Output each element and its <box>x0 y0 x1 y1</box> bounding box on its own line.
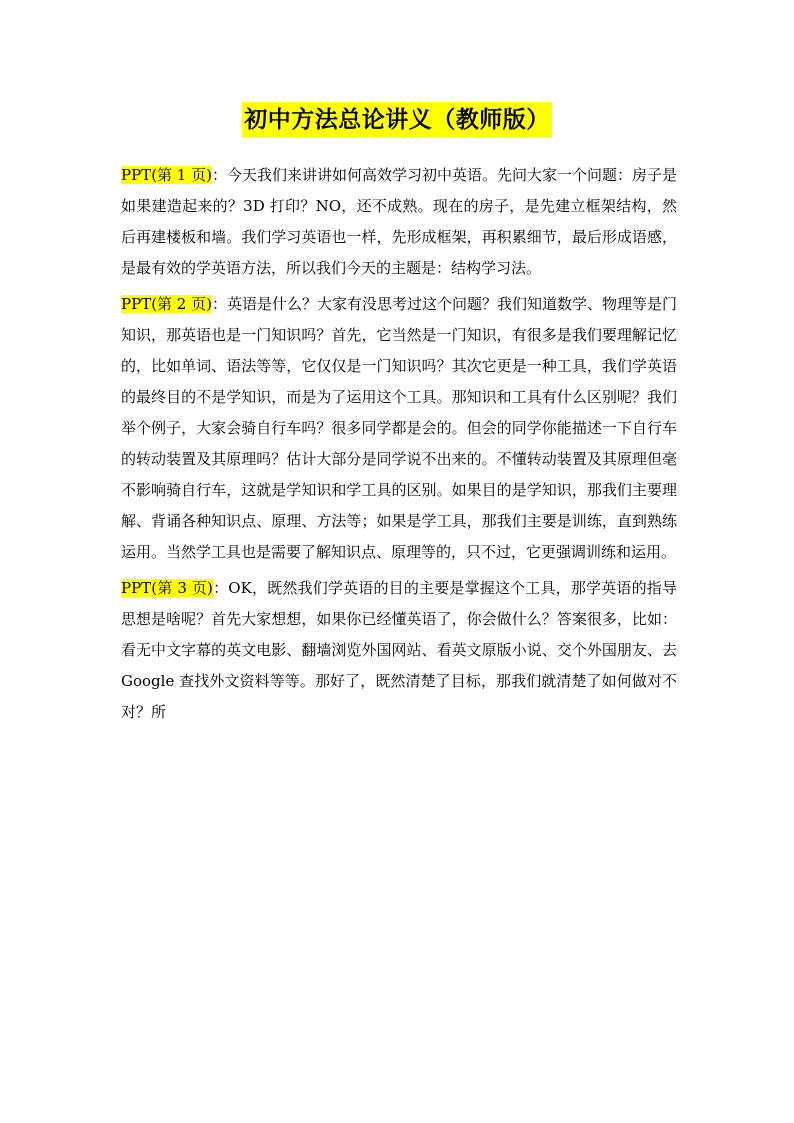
document-title: 初中方法总论讲义（教师版） <box>242 102 552 138</box>
paragraph-text: ：英语是什么？大家有没思考过这个问题？我们知道数学、物理等是门知识，那英语也是一门知识吗？首先，它当然是一门知识，有很多是我们要理解记忆的，比如单词、语法等等，它仅仅是一门知识吗？其次它更是一种工具，我们学英语的最终目的不是学知识，而是为了运用这个工具。那知识和工具有什么区别呢？我们举个例子，大家会骑自行车吗？很多同学都是会的。但会的同学你能描述一下自行车的转动装置及其原理吗？估计大部分是同学说不出来的。不懂转动装置及其原理但毫不影响骑自行车，这就是学知识和学工具的区别。如果目的是学知识，那我们主要理解、背诵各种知识点、原理、方法等；如果是学工具，那我们主要是训练，直到熟练运用。当然学工具也是需要了解知识点、原理等的，只不过，它更强调训练和运用。 <box>121 295 677 561</box>
slide-label: PPT(第 1 页) <box>121 166 212 184</box>
title-container <box>0 102 794 138</box>
paragraph-1 <box>121 160 677 284</box>
paragraph-text: ：OK，既然我们学英语的目的主要是掌握这个工具，那学英语的指导思想是啥呢？首先大家想想，如果你已经懂英语了，你会做什么？答案很多，比如：看无中文字幕的英文电影、翻墙浏览外国网站、看英文原版小说、交个外国朋友、去Google 查找外文资料等等。那好了，既然清楚了目标，那我们就清楚了如何做对不对？所 <box>121 579 677 721</box>
paragraph-text: ：今天我们来讲讲如何高效学习初中英语。先问大家一个问题：房子是如果建造起来的？3D 打印？NO，还不成熟。现在的房子，是先建立框架结构，然后再建楼板和墙。我们学习英语也一样，先形成框架，再积累细节，最后形成语感，是最有效的学英语方法，所以我们今天的主题是：结构学习法。 <box>121 166 677 277</box>
slide-label: PPT(第 3 页) <box>121 579 213 597</box>
slide-label: PPT(第 2 页) <box>121 295 212 313</box>
paragraph-3 <box>121 573 677 728</box>
paragraph-2 <box>121 289 677 568</box>
document-body <box>121 160 677 733</box>
